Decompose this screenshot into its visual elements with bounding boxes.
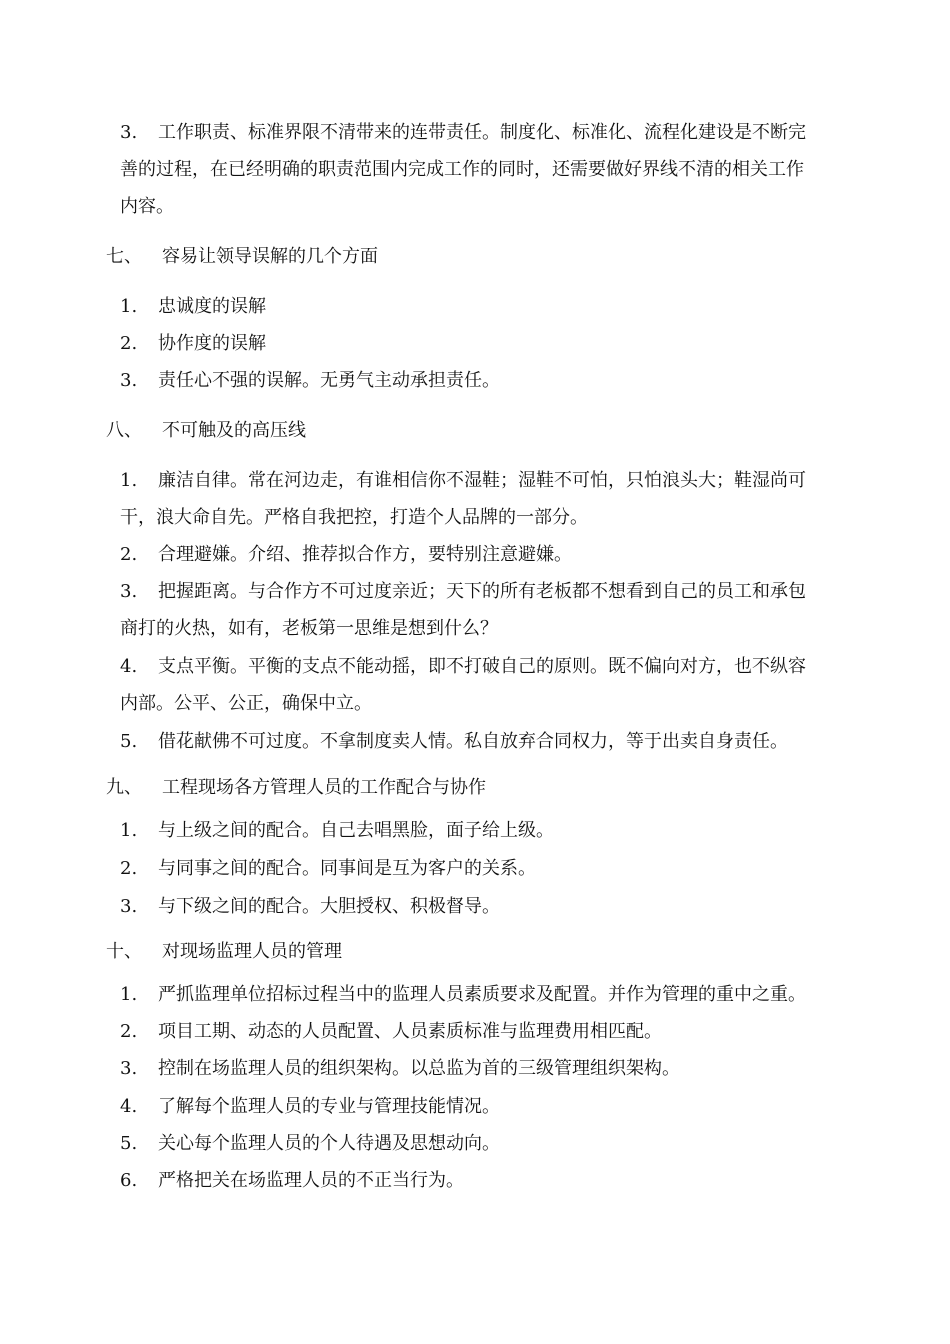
section-number: 十、 [106, 941, 142, 962]
section-number: 八、 [106, 420, 142, 441]
list-item [120, 1013, 850, 1050]
list-item [120, 114, 850, 225]
item-text: 借花献佛不可过度。不拿制度卖人情。私自放弃合同权力，等于出卖自身责任。 [158, 731, 788, 752]
item-number: 4. [120, 1096, 138, 1117]
list-item [120, 462, 850, 536]
section-title: 工程现场各方管理人员的工作配合与协作 [162, 777, 486, 798]
item-number: 3. [120, 122, 138, 143]
item-number: 6. [120, 1170, 138, 1191]
item-number: 3. [120, 896, 138, 917]
list-item [120, 850, 850, 887]
item-text: 责任心不强的误解。无勇气主动承担责任。 [158, 370, 500, 391]
item-text: 支点平衡。平衡的支点不能动摇，即不打破自己的原则。既不偏向对方，也不纵容 [158, 656, 806, 677]
item-number: 2. [120, 858, 138, 879]
section-heading [106, 238, 378, 275]
list-item [120, 812, 850, 849]
item-number: 2. [120, 544, 138, 565]
section-heading [106, 933, 342, 970]
item-text: 协作度的误解 [158, 333, 266, 354]
item-number: 3. [120, 1058, 138, 1079]
section-number: 九、 [106, 777, 142, 798]
item-number: 5. [120, 1133, 138, 1154]
item-text-continued: 善的过程，在已经明确的职责范围内完成工作的同时，还需要做好界线不清的相关工作 [120, 159, 804, 180]
item-text: 与同事之间的配合。同事间是互为客户的关系。 [158, 858, 536, 879]
item-text: 项目工期、动态的人员配置、人员素质标准与监理费用相匹配。 [158, 1021, 662, 1042]
item-number: 5. [120, 731, 138, 752]
item-number: 1. [120, 984, 138, 1005]
list-item [120, 573, 850, 647]
list-item [120, 888, 850, 925]
item-number: 1. [120, 470, 138, 491]
list-item [120, 1088, 850, 1125]
item-number: 1. [120, 296, 138, 317]
item-number: 1. [120, 820, 138, 841]
item-text: 工作职责、标准界限不清带来的连带责任。制度化、标准化、流程化建设是不断完 [158, 122, 806, 143]
list-item [120, 536, 850, 573]
section-title: 容易让领导误解的几个方面 [162, 246, 378, 267]
item-text-continued: 商打的火热，如有，老板第一思维是想到什么？ [120, 618, 498, 639]
section-heading [106, 412, 306, 449]
item-text-continued: 干，浪大命自先。严格自我把控，打造个人品牌的一部分。 [120, 507, 588, 528]
item-text: 关心每个监理人员的个人待遇及思想动向。 [158, 1133, 500, 1154]
item-number: 2. [120, 1021, 138, 1042]
list-item [120, 976, 850, 1013]
list-item [120, 1162, 850, 1199]
item-text-continued: 内部。公平、公正，确保中立。 [120, 693, 372, 714]
item-text: 了解每个监理人员的专业与管理技能情况。 [158, 1096, 500, 1117]
section-title: 对现场监理人员的管理 [162, 941, 342, 962]
item-text: 与上级之间的配合。自己去唱黑脸，面子给上级。 [158, 820, 554, 841]
item-number: 2. [120, 333, 138, 354]
item-text: 控制在场监理人员的组织架构。以总监为首的三级管理组织架构。 [158, 1058, 680, 1079]
item-text-continued: 内容。 [120, 196, 174, 217]
item-text: 严格把关在场监理人员的不正当行为。 [158, 1170, 464, 1191]
list-item [120, 362, 850, 399]
item-number: 3. [120, 581, 138, 602]
section-number: 七、 [106, 246, 142, 267]
list-item [120, 288, 850, 325]
item-text: 严抓监理单位招标过程当中的监理人员素质要求及配置。并作为管理的重中之重。 [158, 984, 806, 1005]
list-item [120, 648, 850, 722]
item-text: 与下级之间的配合。大胆授权、积极督导。 [158, 896, 500, 917]
item-text: 合理避嫌。介绍、推荐拟合作方，要特别注意避嫌。 [158, 544, 572, 565]
section-heading [106, 769, 486, 806]
list-item [120, 1125, 850, 1162]
list-item [120, 1050, 850, 1087]
item-number: 4. [120, 656, 138, 677]
item-text: 把握距离。与合作方不可过度亲近；天下的所有老板都不想看到自己的员工和承包 [158, 581, 806, 602]
list-item [120, 723, 850, 760]
section-title: 不可触及的高压线 [162, 420, 306, 441]
item-number: 3. [120, 370, 138, 391]
item-text: 忠诚度的误解 [158, 296, 266, 317]
list-item [120, 325, 850, 362]
item-text: 廉洁自律。常在河边走，有谁相信你不湿鞋；湿鞋不可怕，只怕浪头大；鞋湿尚可 [158, 470, 806, 491]
